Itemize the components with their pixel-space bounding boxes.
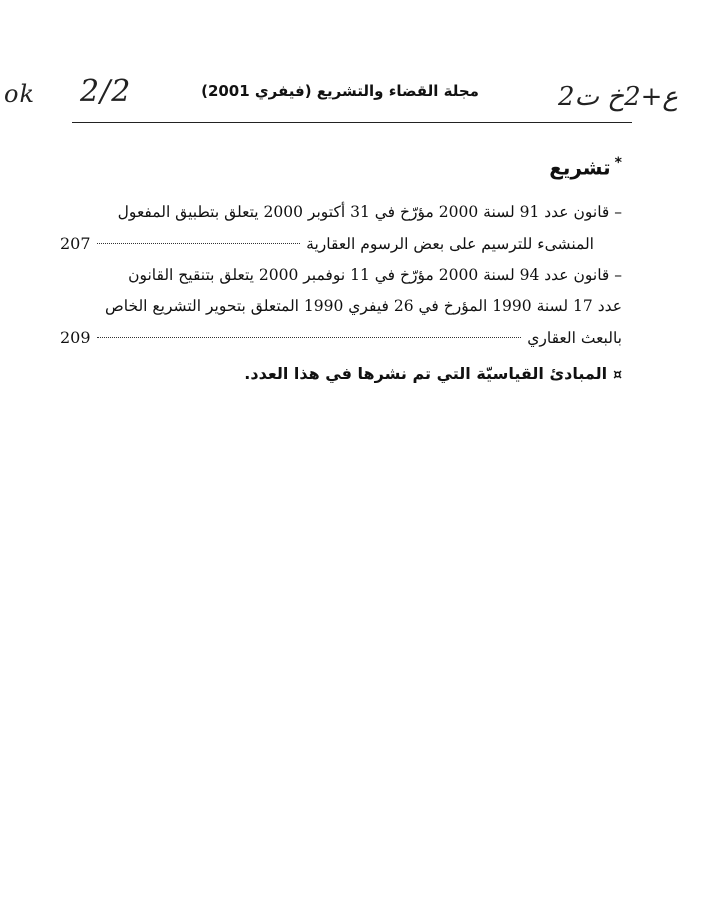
closing-note: [60, 360, 622, 389]
handwritten-page-fraction: 2/2: [80, 74, 132, 109]
header-divider: [72, 122, 632, 123]
toc-entry-line: – قانون عدد 94 لسنة 2000 مؤرّخ في 11 نوفمبر 2000 يتعلق بتنقيح القانون: [128, 265, 622, 284]
toc-entry-line: بالبعث العقاري: [527, 328, 622, 347]
dot-leader: [97, 337, 522, 338]
section-heading: [60, 148, 622, 183]
handwritten-ok-mark: ok: [4, 80, 35, 108]
toc-page-number: 209: [60, 327, 91, 347]
toc-entry: [60, 260, 622, 354]
journal-header-title: مجلة القضاء والتشريع (فيفري 2001): [201, 82, 479, 100]
toc-entry: [60, 197, 622, 260]
closing-note-text: المبادئ القياسيّة التي تم نشرها في هذا العدد.: [244, 363, 608, 383]
toc-page-number: 207: [60, 233, 91, 253]
star-bullet: *: [614, 155, 622, 171]
table-of-contents: [60, 148, 622, 389]
section-heading-text: تشريع: [549, 155, 611, 180]
handwritten-code-note: 2ع+2خ ت: [558, 82, 678, 112]
toc-entry-line: – قانون عدد 91 لسنة 2000 مؤرّخ في 31 أكتوبر 2000 يتعلق بتطبيق المفعول: [117, 202, 622, 221]
currency-sign-bullet: ¤: [613, 366, 622, 383]
toc-entry-line: المنشىء للترسيم على بعض الرسوم العقارية: [306, 234, 594, 253]
toc-entry-leader-line: [60, 228, 622, 260]
toc-entry-leader-line: [60, 322, 622, 354]
dot-leader: [97, 243, 301, 244]
toc-entry-line: عدد 17 لسنة 1990 المؤرخ في 26 فيفري 1990 المتعلق بتحوير التشريع الخاص: [104, 296, 622, 315]
